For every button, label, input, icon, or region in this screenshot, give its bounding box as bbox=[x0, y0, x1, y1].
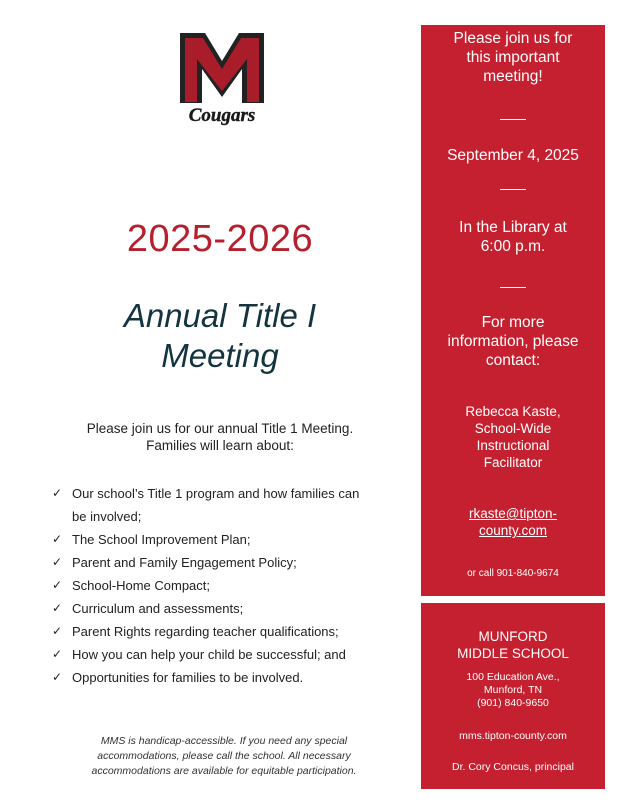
title-line-1: Annual Title I bbox=[123, 297, 317, 334]
intro-line-1: Please join us for our annual Title 1 Meeting. bbox=[86, 421, 354, 436]
list-item: ✓ Parent and Family Engagement Policy; bbox=[52, 551, 404, 574]
check-icon: ✓ bbox=[52, 555, 63, 569]
divider bbox=[500, 189, 526, 190]
meeting-location: In the Library at 6:00 p.m. bbox=[459, 219, 567, 255]
topics-checklist bbox=[52, 482, 404, 689]
school-info-panel bbox=[421, 603, 605, 789]
list-item: ✓ The School Improvement Plan; bbox=[52, 528, 404, 551]
principal-name: Dr. Cory Concus, principal bbox=[452, 761, 574, 773]
accessibility-note: MMS is handicap-accessible. If you need any special accommodations, please call the school. All necessary accommodations are available for equitable participation. bbox=[91, 735, 357, 777]
more-info-text: For more information, please contact: bbox=[447, 314, 579, 369]
intro-line-2: Families will learn about: bbox=[146, 438, 294, 453]
school-website-link[interactable]: mms.tipton-county.com bbox=[459, 730, 567, 742]
list-item: ✓ Opportunities for families to be involved. bbox=[52, 666, 404, 689]
logo-script: Cougars bbox=[188, 105, 256, 126]
check-icon: ✓ bbox=[52, 601, 63, 615]
contact-phone: or call 901-840-9674 bbox=[467, 568, 559, 579]
list-item: ✓ How you can help your child be successful; and bbox=[52, 643, 404, 666]
school-name: MUNFORD MIDDLE SCHOOL bbox=[457, 629, 569, 661]
check-icon: ✓ bbox=[52, 486, 63, 500]
meeting-info-panel bbox=[421, 25, 605, 596]
title-line-2: Meeting bbox=[161, 337, 279, 374]
divider bbox=[500, 119, 526, 120]
school-address: 100 Education Ave., Munford, TN (901) 840-9650 bbox=[466, 671, 560, 709]
list-item: ✓ Parent Rights regarding teacher qualifications; bbox=[52, 620, 404, 643]
invite-text: Please join us for this important meeting! bbox=[453, 30, 573, 85]
year-heading: 2025-2026 bbox=[126, 218, 314, 260]
list-item: ✓ Curriculum and assessments; bbox=[52, 597, 404, 620]
contact-email-link[interactable]: rkaste@tipton- county.com bbox=[469, 506, 557, 538]
list-item: be involved; bbox=[72, 509, 142, 524]
check-icon: ✓ bbox=[52, 532, 63, 546]
check-icon: ✓ bbox=[52, 624, 63, 638]
contact-person: Rebecca Kaste, School-Wide Instructional Facilitator bbox=[465, 404, 561, 470]
divider bbox=[500, 287, 526, 288]
intro-text bbox=[40, 420, 400, 454]
meeting-title bbox=[60, 296, 380, 376]
meeting-date: September 4, 2025 bbox=[447, 147, 579, 164]
check-icon: ✓ bbox=[52, 647, 63, 661]
list-item: ✓ School-Home Compact; bbox=[52, 574, 404, 597]
check-icon: ✓ bbox=[52, 578, 63, 592]
list-item: ✓ Our school’s Title 1 program and how families can bbox=[52, 482, 404, 505]
check-icon: ✓ bbox=[52, 670, 63, 684]
cougars-logo bbox=[172, 25, 272, 135]
